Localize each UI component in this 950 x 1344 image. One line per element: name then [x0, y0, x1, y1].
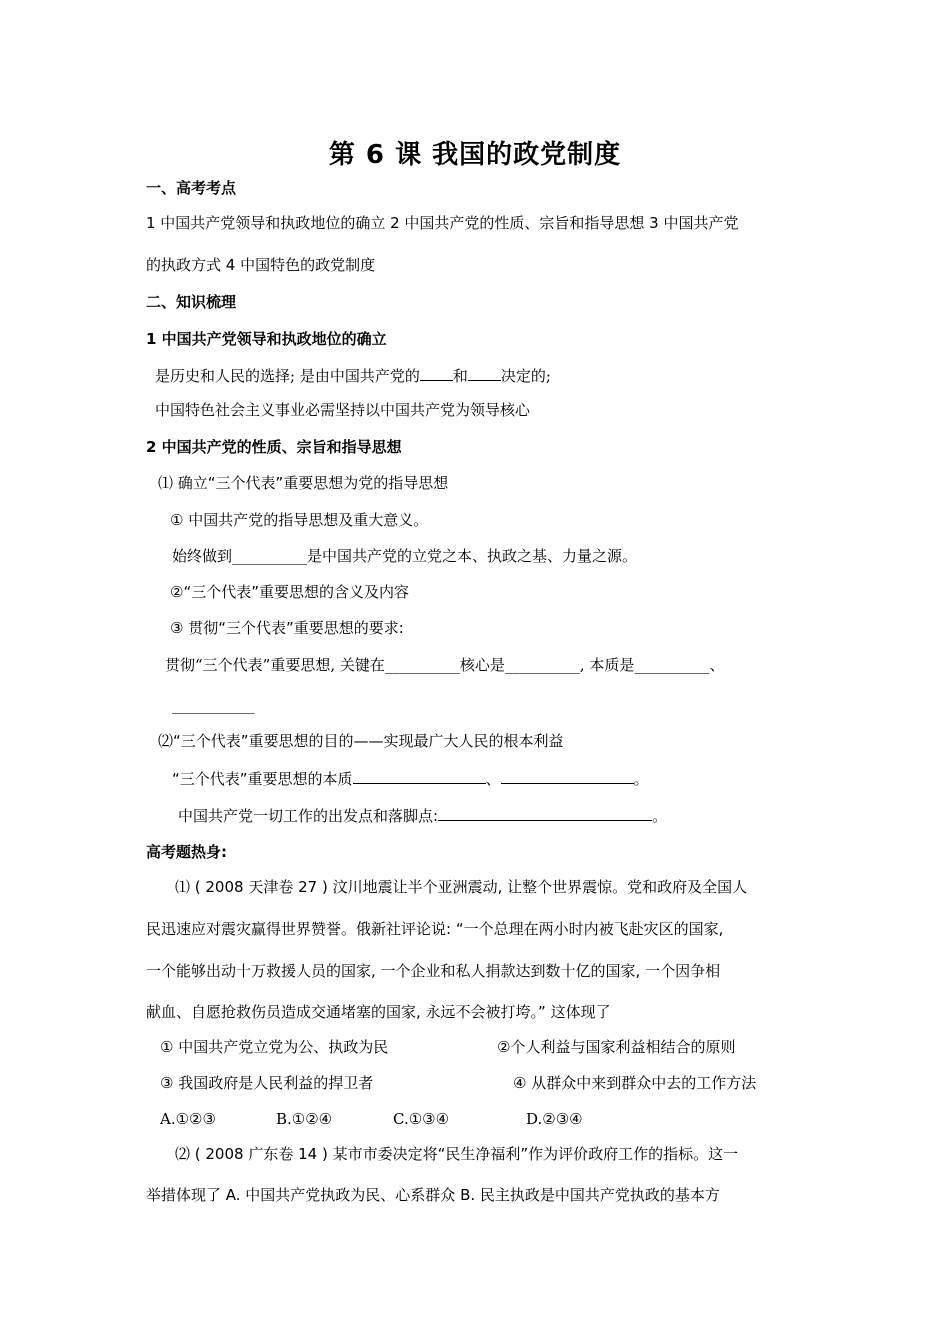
question-1-option-1: ① 中国共产党立党为公、执政为民 — [160, 1038, 389, 1056]
question-2-line-2: 举措体现了 A. 中国共产党执政为民、心系群众 B. 民主执政是中国共产党执政的基本方 — [146, 1186, 720, 1204]
point-2a — [172, 767, 649, 789]
point-2b-pre: 中国共产党一切工作的出发点和落脚点: — [178, 807, 439, 825]
subheading-leadership: 1 中国共产党领导和执政地位的确立 — [146, 330, 387, 348]
point-1f-blank[interactable]: ___________ — [172, 696, 255, 714]
point-1c: ②“三个代表”重要思想的含义及内容 — [170, 583, 409, 601]
leadership-line-1-part-c: 决定的; — [500, 367, 551, 385]
question-1-choice-a[interactable]: A.①②③ — [160, 1110, 216, 1128]
point-2a-pre: “三个代表”重要思想的本质 — [172, 770, 353, 788]
point-2-heading: ⑵“三个代表”重要思想的目的——实现最广大人民的根本利益 — [158, 732, 564, 750]
fill-blank[interactable]: __________ — [634, 656, 710, 674]
leadership-line-2: 中国特色社会主义事业必需坚持以中国共产党为领导核心 — [155, 401, 531, 419]
point-1e-part-a: 贯彻“三个代表”重要思想, 关键在 — [165, 656, 385, 674]
point-1e — [165, 655, 724, 675]
point-1b-post: 是中国共产党的立党之本、执政之基、力量之源。 — [307, 547, 638, 565]
point-2a-mid: 、 — [485, 770, 501, 788]
point-1b — [172, 546, 637, 566]
point-2b — [178, 804, 667, 826]
point-1b-pre: 始终做到 — [172, 547, 233, 565]
point-1e-part-c: , 本质是 — [579, 656, 635, 674]
page-title: 第 6 课 我国的政党制度 — [328, 140, 622, 170]
fill-blank[interactable] — [438, 804, 652, 821]
fill-blank[interactable] — [420, 364, 453, 381]
fill-blank[interactable] — [353, 767, 486, 784]
fill-blank[interactable] — [468, 364, 501, 381]
section-heading-exam-points: 一、高考考点 — [146, 179, 237, 197]
question-1-choice-c[interactable]: C.①③④ — [393, 1110, 450, 1128]
point-1e-part-b: 核心是 — [459, 656, 505, 674]
question-1-line-1: ⑴ ( 2008 天津卷 27 ) 汶川地震让半个亚洲震动, 让整个世界震惊。党和政府及全国人 — [175, 878, 748, 896]
question-1-option-2: ②个人利益与国家利益相结合的原则 — [497, 1038, 736, 1056]
exam-points-line-1: 1 中国共产党领导和执政地位的确立 2 中国共产党的性质、宗旨和指导思想 3 中国共产党 — [146, 214, 739, 232]
point-1d: ③ 贯彻“三个代表”重要思想的要求: — [170, 619, 404, 637]
fill-blank[interactable]: __________ — [504, 656, 580, 674]
point-1e-part-d: 、 — [709, 656, 725, 674]
leadership-line-1-part-a: 是历史和人民的选择; 是由中国共产党的 — [155, 367, 420, 385]
section-heading-knowledge: 二、知识梳理 — [146, 293, 237, 311]
point-1-heading: ⑴ 确立“三个代表”重要思想为党的指导思想 — [158, 474, 449, 492]
exam-points-line-2: 的执政方式 4 中国特色的政党制度 — [146, 256, 376, 274]
question-1-choice-b[interactable]: B.①②④ — [276, 1110, 333, 1128]
question-1-line-4: 献血、自愿抢救伤员造成交通堵塞的国家, 永远不会被打垮。” 这体现了 — [146, 1003, 611, 1021]
fill-blank[interactable]: __________ — [384, 656, 460, 674]
leadership-line-1-part-b: 和 — [452, 367, 468, 385]
question-1-option-4: ④ 从群众中来到群众中去的工作方法 — [513, 1074, 757, 1092]
question-1-line-2: 民迅速应对震灾赢得世界赞誉。俄新社评论说: “一个总理在两小时内被飞赴灾区的国家, — [146, 920, 724, 938]
question-1-line-3: 一个能够出动十万救援人员的国家, 一个企业和私人捐款达到数十亿的国家, 一个因争相 — [146, 962, 721, 980]
leadership-line-1 — [155, 364, 551, 386]
fill-blank[interactable]: __________ — [232, 547, 308, 565]
fill-blank[interactable] — [501, 767, 634, 784]
point-1a: ① 中国共产党的指导思想及重大意义。 — [170, 511, 429, 529]
question-2-line-1: ⑵ ( 2008 广东卷 14 ) 某市市委决定将“民生净福利”作为评价政府工作的指标。这一 — [175, 1145, 739, 1163]
question-1-choice-d[interactable]: D.②③④ — [526, 1110, 583, 1128]
point-2b-post: 。 — [652, 807, 668, 825]
point-2a-post: 。 — [633, 770, 649, 788]
section-heading-exam-practice: 高考题热身: — [146, 843, 227, 861]
subheading-nature: 2 中国共产党的性质、宗旨和指导思想 — [146, 438, 402, 456]
question-1-option-3: ③ 我国政府是人民利益的捍卫者 — [160, 1074, 374, 1092]
